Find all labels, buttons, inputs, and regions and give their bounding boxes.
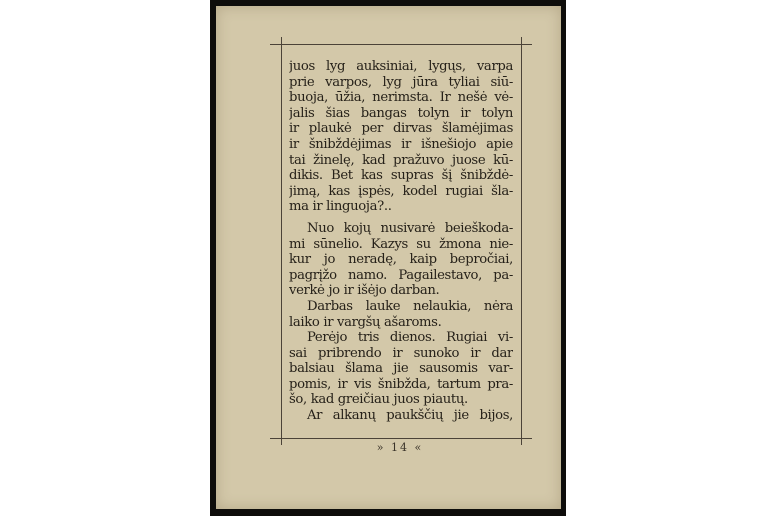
text-line: verkė jo ir išėjo darban. [289,283,440,299]
text-line: balsiau šlama jie sausomis var- [289,361,513,377]
text-line: juos lyg auksiniai, lygųs, varpa [289,59,513,74]
page-number: » 14 « [376,441,424,454]
text-line: jalis šias bangas tolyn ir tolyn [289,105,513,121]
text-line: ir šnibždėjimas ir išnešiojo apie [289,136,513,152]
text-line: kur jo neradę, kaip bepročiai, [289,252,513,268]
frame-rule-left [281,37,282,445]
text-line: laiko ir vargšų ašaroms. [289,314,442,330]
text-line: jimą, kas įspės, kodel rugiai šla- [289,183,513,199]
text-line: dikis. Bet kas supras šį šnibždė- [289,168,513,184]
text-line: tai žinelę, kad pražuvo juose kū- [289,152,513,168]
text-line: Nuo kojų nusivarė beieškoda- [307,220,513,236]
text-line: prie varpos, lyg jūra tyliai siū- [289,74,513,90]
text-line: buoja, ūžia, nerimsta. Ir nešė vė- [289,90,513,106]
frame-rule-bottom [270,438,532,439]
text-line: mi sūnelio. Kazys su žmona nie- [289,236,513,252]
page-text [289,59,513,424]
text-line: Ar alkanų paukščių jie bijos, [307,408,513,424]
text-line: ir plaukė per dirvas šlamėjimas [289,121,513,137]
text-line: ma ir linguoja?.. [289,199,392,215]
text-line: pagrįžo namo. Pagailestavo, pa- [289,267,513,283]
text-line: pomis, ir vis šnibžda, tartum pra- [289,376,513,392]
frame-rule-top [270,44,532,45]
text-line: sai pribrendo ir sunoko ir dar [289,345,513,361]
frame-rule-right [521,37,522,445]
text-line: Perėjo tris dienos. Rugiai vi- [307,330,513,346]
text-line: šo, kad greičiau juos piautų. [289,392,468,408]
text-line: Darbas lauke nelaukia, nėra [307,298,513,314]
